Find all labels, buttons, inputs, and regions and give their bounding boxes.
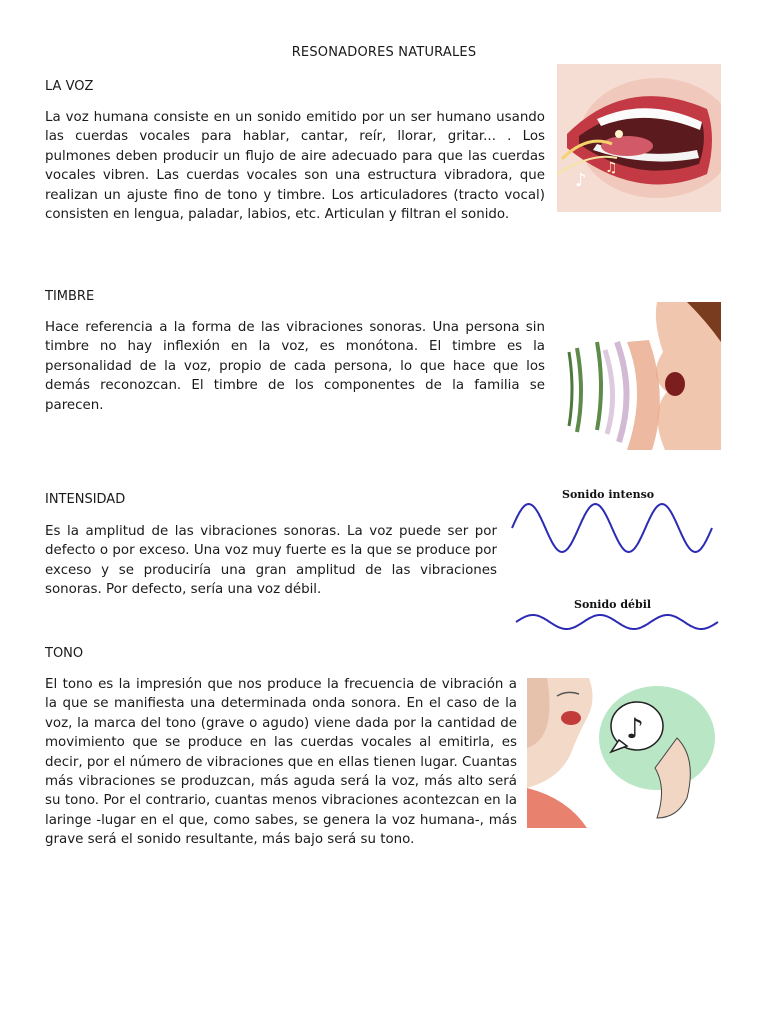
svg-text:♪: ♪ <box>626 712 644 745</box>
heading-la-voz: LA VOZ <box>45 79 94 94</box>
paragraph-la-voz: La voz humana consiste en un sonido emitido por un ser humano usando las cuerdas vocales para hablar, cantar, reír, llorar, gritar... . Los pulmones deben producir un flujo de aire adecuado para que las cuerdas vocales vibren. Las cuerdas vocales son una estructura vibradora, que realizan un ajuste fino de tono y timbre. Los articuladores (tracto vocal) consisten en lengua, paladar, labios, etc. Articulan y filtran el sonido. <box>45 110 545 223</box>
weak-sound-label: Sonido débil <box>574 598 652 611</box>
sound-intensity-figure <box>510 482 722 632</box>
svg-text:♪: ♪ <box>575 170 587 191</box>
paragraph-tono: El tono es la impresión que nos produce la frecuencia de vibración a la que se manifiesta una determinada onda sonora. En el caso de la voz, la marca del tono (grave o agudo) viene dada por la cantidad de movimiento que se produce en las cuerdas vocales al emitirla, es decir, por el número de vibraciones que en ellas tienen lugar. Cuantas más vibraciones se produzcan, más aguda será la voz, más alto será su tono. Por el contrario, cuantas menos vibraciones acontezcan en la laringe -lugar en el que, como sabes, se genera la voz humana-, más grave será el sonido resultante, más bajo será su tono. <box>45 677 517 848</box>
singing-mouth-image <box>557 64 721 212</box>
svg-text:♫: ♫ <box>605 160 618 176</box>
intense-wave <box>512 504 712 552</box>
weak-wave <box>516 615 718 629</box>
heading-intensidad: INTENSIDAD <box>45 492 126 507</box>
paragraph-timbre: Hace referencia a la forma de las vibraciones sonoras. Una persona sin timbre no hay inflexión en la voz, es monótona. El timbre es la personalidad de la voz, propio de cada persona, lo que hace que los demás reconozcan. El timbre de los componentes de la familia se parecen. <box>45 320 545 413</box>
heading-tono: TONO <box>45 646 84 661</box>
page-title: RESONADORES NATURALES <box>291 45 477 60</box>
whistling-illustration <box>527 678 719 828</box>
paragraph-intensidad: Es la amplitud de las vibraciones sonoras. La voz puede ser por defecto o por exceso. Una voz muy fuerte es la que se produce por exceso y se produciría una gran amplitud de las vibraciones sonoras. Por defecto, sería una voz débil. <box>45 524 497 598</box>
heading-timbre: TIMBRE <box>45 289 95 304</box>
intense-sound-label: Sonido intenso <box>562 488 655 501</box>
shouting-woman-image <box>557 302 721 450</box>
